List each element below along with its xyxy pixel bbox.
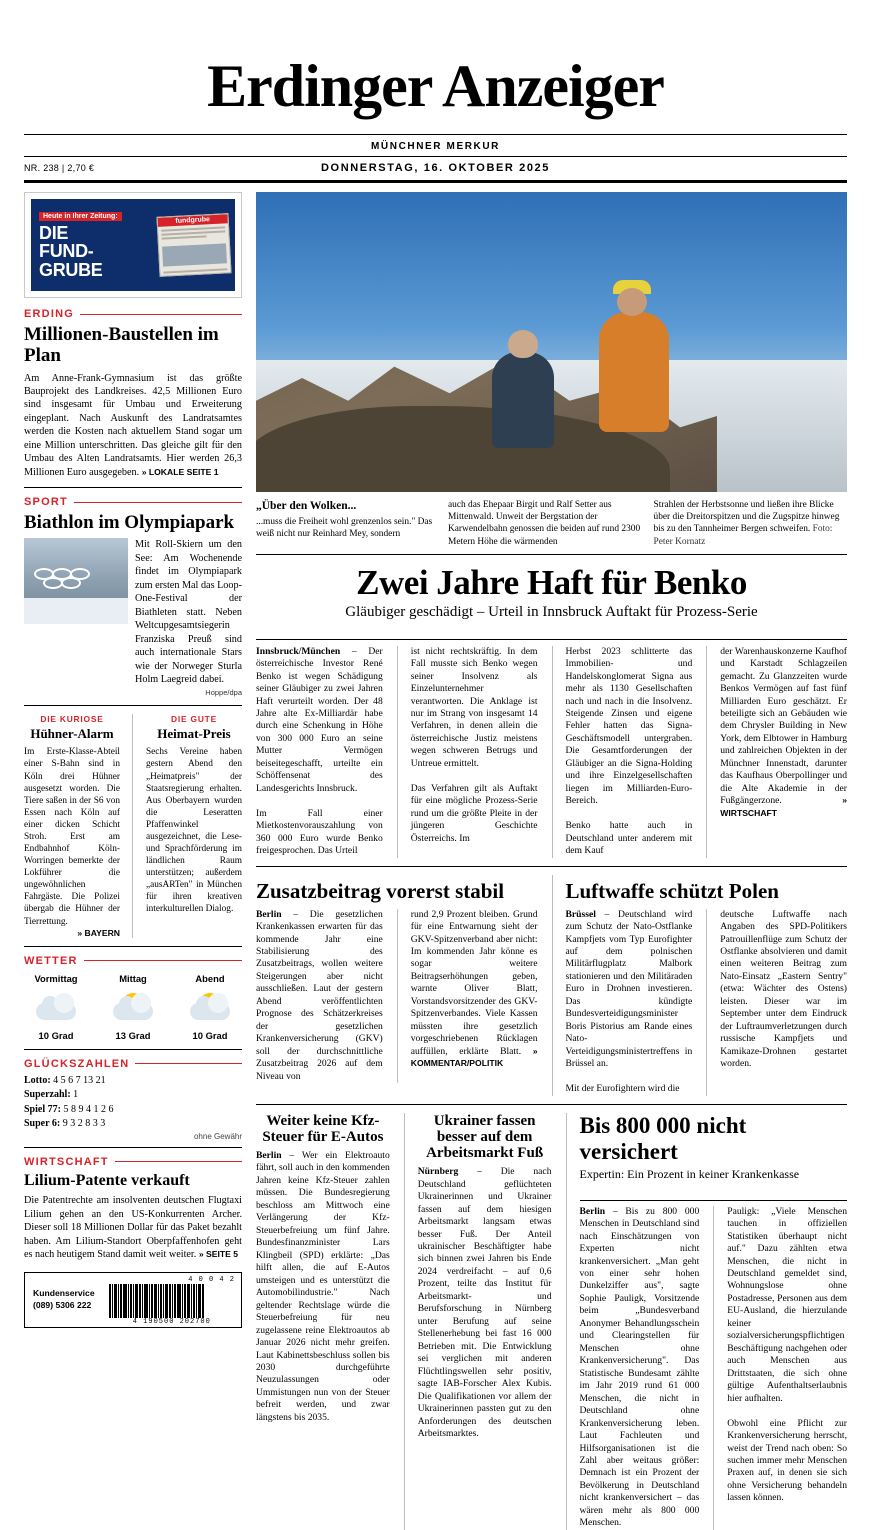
sun-cloud-icon — [178, 987, 242, 1029]
service-phone: (089) 5306 222 — [33, 1299, 92, 1310]
promo-title-2: FUND- — [39, 241, 94, 262]
weather-widget — [24, 973, 242, 1041]
weather-cell-vormittag: Vormittag 10 Grad — [24, 973, 88, 1041]
headline-zusatzbeitrag[interactable]: Zusatzbeitrag vorerst stabil — [256, 878, 505, 903]
lotto-label: Lotto: — [24, 1074, 51, 1086]
versichert-col-2: Pauligk: „Viele Menschen tauchen in offiziellen Statistiken überhaupt nicht auf." Dazu zählten etwa Menschen, die nicht in Deutschland gemeldet sind, Wohnungslose ohne Postadresse, Personen aus dem EU-Ausland, die hierzulande keiner sozialversicherungspflichtigen Beschäftigung nachgehen oder auch Menschen aus Drittstaaten, die sich ohne gültige Aufenthaltserlaubnis hier aufhalten. Obwohl eine Pflicht zur Krankenversicherung herrscht, weist der Trend nach oben: So suchen immer mehr Menschen Praxen auf, in denen sie sich ohne Versicherung behandeln lassen können. — [713, 1206, 847, 1530]
story-zusatzbeitrag — [256, 875, 538, 1096]
zusatzbeitrag-col-2: rund 2,9 Prozent bleiben. Grund für eine Entwarnung sieht der GKV-Spitzenverband aber nicht: Im kommenden Jahr könne es sogar weitere Beitragserhöhungen geben, warnte Oliver Blatt, Vorstandsvorsitzender des GKV-Spitzenverbandes. Viele Kassen müssten ihre gesetzlich vorgeschriebenen Rücklagen auffüllen, erklärte Blatt. » KOMMENTAR/POLITIK — [397, 909, 538, 1084]
superzahl-value: 1 — [73, 1089, 79, 1101]
mini-kurios: DIE KURIOSE Hühner-Alarm Im Erste-Klasse-Abteil einer S-Bahn sind in Köln drei Hühner ausgesetzt worden. Die Tiere saßen in der S6 von Essen nach Köln auf einer dicken Schicht Stroh. Erst am Endbahnhof Köln-Worringen bemerkte der Lokführer die ungewöhnlichen Fahrgäste. Die Polizei übergab die Hühner der Tierrettung. » BAYERN — [24, 714, 120, 938]
newspaper-thumbnail-icon — [156, 213, 231, 277]
story-luftwaffe — [552, 875, 848, 1096]
headline-versichert[interactable]: Bis 800 000 nicht versichert — [579, 1112, 747, 1164]
issue-date: DONNERSTAG, 16. OKTOBER 2025 — [321, 162, 550, 174]
caption-headline: „Über den Wolken... — [256, 500, 357, 512]
sun-cloud-icon — [101, 987, 165, 1029]
mini-columns — [24, 714, 242, 937]
section-wetter[interactable]: WETTER — [24, 955, 242, 967]
story-versichert — [566, 1113, 848, 1530]
masthead — [24, 0, 847, 119]
versichert-col-1: Berlin – Bis zu 800 000 Menschen in Deutschland sind nach Einschätzungen von Experten nicht krankenversichert. „Man geht von einer sehr hohen Dunkelziffer aus", sagte Sophie Pauligk, Vorsitzende beim „Bundesverband Anonymer Behandlungsschein und Clearingstellen für Menschen ohne Krankenversicherung". Das Statistische Bundesamt zählte im Jahr 2019 rund 61 000 Menschen, die nicht in Deutschland ohne Krankenversicherung leben. Laut Fachleuten und Hilfsorganisationen ist die Zahl aber weitaus größer: Demnach ist ein Prozent der Bevölkerung in Deutschland nicht krankenversichert – das wären mehr als 800 000 Menschen. — [579, 1205, 700, 1529]
headline-lilium[interactable]: Lilium-Patente verkauft — [24, 1171, 190, 1189]
person-seated-left — [492, 352, 554, 448]
weather-cell-mittag: Mittag 13 Grad — [101, 973, 165, 1041]
mini-kurios-text: Im Erste-Klasse-Abteil einer S-Bahn sind in Köln drei Hühner ausgesetzt worden. Die Tiere saßen in der S6 von Essen nach Köln auf einer dicken Schicht Stroh. Erst am Endbahnhof Köln-Worringen bemerkte der Lokführer die ungewöhnlichen Fahrgäste. Die Polizei übergab die Hühner der Tierrettung. — [24, 747, 120, 927]
lottery-numbers — [24, 1074, 242, 1141]
main-column — [256, 192, 847, 1530]
bottom-stories — [256, 1113, 847, 1530]
benko-ref[interactable]: » WIRTSCHAFT — [720, 795, 847, 818]
left-column — [24, 192, 242, 1530]
article-benko — [256, 646, 847, 858]
mini-gute: DIE GUTE Heimat-Preis Sechs Vereine haben gestern Abend den „Heimatpreis" der Staatsregierung erhalten. Aus Oberbayern wurden die Leseratten Pfaffenwinkel ausgezeichnet, die Lese- und Sprachförderung im ländlichen Raum unterstützen; außerdem „ausARTen" in München für ihren kreativen interkulturellen Dialog. — [132, 714, 242, 937]
caption-right-text: Strahlen der Herbstsonne und ließen ihre Blicke über die Dreitorspitzen und die Zugspitze hinweg bis zu den Tannheimer Bergen schweifen. — [653, 500, 840, 535]
luftwaffe-col-1: Brüssel – Deutschland wird zum Schutz der Nato-Ostflanke Kampfjets vom Typ Eurofighter auf dem polnischen Militärflugplatz Malbork stationieren und den Militäraden Euro in Drohnen investieren. Das kündigte Bundesverteidigungsminister Boris Pistorius am Rande eines Nato-Verteidigungsministertreffens in Brüssel an. Mit der Eurofightern wird die — [565, 908, 693, 1095]
photo-biathlon — [24, 538, 128, 624]
headline-ukrainer[interactable]: Ukrainer fassen besser auf dem Arbeitsmarkt Fuß — [426, 1112, 544, 1161]
promo-fundgrube[interactable] — [24, 192, 242, 298]
dateline — [24, 157, 847, 180]
luftwaffe-col-2: deutsche Luftwaffe nach Angaben des SPD-Politikers Patrouillenflüge zum Schutz der Ostflanke absolvieren und damit einen weiteren Beitrag zum Nato-Einsatz „Eastern Sentry" (etwa: Wächter des Ostens) leisten. Dieser war im September unter dem Eindruck der Luftraumverletzungen durch russische Kampfjets und Kamikaze-Drohnen gestartet worden. — [706, 909, 847, 1096]
promo-kicker: Heute in Ihrer Zeitung: — [39, 212, 122, 221]
page-title: Erdinger Anzeiger — [207, 53, 664, 119]
photo-credit-hero: Foto: Peter Kornatz — [653, 524, 833, 547]
article-lilium-text: Die Patentrechte am insolventen deutschen Flugtaxi Lilium gehen an den US-Konkurrenten Archer. Dieser soll 18 Millionen Dollar für das Paket bezahlt haben. Am Lilium-Standort Oberpfaffenhofen geht es nach heutigem Stand damit weit weiter. — [24, 1195, 242, 1261]
headline-luftwaffe[interactable]: Luftwaffe schützt Polen — [565, 878, 779, 903]
person-seated-right — [599, 312, 669, 432]
mid-stories — [256, 875, 847, 1096]
subhead-versichert: Expertin: Ein Prozent in keiner Krankenkasse — [579, 1166, 800, 1181]
benko-col-2: ist nicht rechtskräftig. In dem Fall musste sich Benko wegen seiner Insolvenz als Einzelunternehmer verantworten. Die Anklage ist nur im Strang von insgesamt 14 Verfahren, in denen allein die österreichische Justiz meistens wegen schweren Betrugs und Untreue ermittelt. Das Verfahren gilt als Auftakt für eine mögliche Prozess-Serie rund um die größte Pleite in der jüngeren Geschichte Österreichs. Im — [397, 646, 538, 858]
super6-label: Super 6: — [24, 1118, 61, 1130]
section-gluckszahlen[interactable]: GLÜCKSZAHLEN — [24, 1058, 242, 1070]
article-sport-text: Mit Roll-Skiern um den See: Am Wochenende findet im Olympiapark zum ersten Mal das Loop-One-Festival der Biathleten statt. Neben Weltcupgesamtsiegerin Franziska Preuß sind auch internationale Stars wie der Norweger Sturla Holm Laegreid dabei. — [135, 539, 242, 685]
ukrainer-text: Nürnberg – Die nach Deutschland geflüchteten Ukrainerinnen und Ukrainer fassen auf dem hiesigen Arbeitsmarkt langsam etwas besser Fuß. Der Anteil ukrainischer Beschäftigter habe sich binnen zwei Jahren bis Ende 2024 verdreifacht – auf 0,6 Prozent, teilte das Institut für Arbeitsmarkt- und Berufsforschung in Nürnberg unter Berufung auf seine Stellenerhebung bei fast 16 000 Betrieben mit. Die Entwicklung sei verglichen mit anderen Flüchtlingswellen sehr positiv, sagte IAB-Forscher Alex Kubis. Die Qualifikationen vor allem der Ukrainerinnen passten gut zu den Anforderungen des deutschen Arbeitsmarktes. — [417, 1166, 552, 1440]
spiel77-value: 5 8 9 4 1 2 6 — [63, 1103, 114, 1115]
photo-hero-mountain — [256, 192, 847, 492]
headline-main[interactable]: Zwei Jahre Haft für Benko — [356, 562, 747, 602]
super6-value: 9 3 2 8 3 3 — [62, 1118, 106, 1130]
promo-title-3: GRUBE — [39, 259, 103, 280]
photo-caption — [256, 499, 847, 548]
section-erding[interactable]: ERDING — [24, 308, 242, 320]
mini-gute-text: Sechs Vereine haben gestern Abend den „Heimatpreis" der Staatsregierung erhalten. Aus Oberbayern wurden die Leseratten Pfaffenwinkel ausgezeichnet, die Lese- und Sprachförderung im ländlichen Raum unterstützen; außerdem „ausARTen" in München für ihren kreativen interkulturellen Dialog. — [146, 747, 242, 915]
spiel77-label: Spiel 77: — [24, 1103, 61, 1115]
headline-erding[interactable]: Millionen-Baustellen im Plan — [24, 324, 219, 367]
mini-kurios-ref[interactable]: » BAYERN — [77, 927, 120, 938]
issue-number: NR. 238 | 2,70 € — [24, 163, 95, 173]
section-sport[interactable]: SPORT — [24, 496, 242, 508]
story-ukrainer — [404, 1113, 552, 1530]
article-erding-text: Am Anne-Frank-Gymnasium ist das größte Bauprojekt des Landkreises. 42,5 Millionen Euro sind insgesamt für Umbau und Erweiterung eingeplant. Nach Auskunft des Landratsamtes werden die Kosten nach aktuellem Stand sogar um eine Million unterschritten. Das gleiche gilt für den Umbau des Alten Landratsamts. Hier werden 26,3 Millionen Euro ausgegeben. — [24, 372, 242, 478]
story-kfz-steuer — [256, 1113, 390, 1530]
promo-paper-band: fundgrube — [158, 214, 228, 227]
headline-sport[interactable]: Biathlon im Olympiapark — [24, 512, 235, 534]
benko-col-4: der Warenhauskonzerne Kaufhof und Karstadt Schlagzeilen gemacht. Zu Glanzzeiten wurde Benkos Vermögen auf fast fünf Milliarden Euro geschätzt. Er beteiligte sich an Gebäuden wie dem Chrysler Building in New York, dem Elbtower in Hamburg und zahlreichen Objekten in der Münchner Innenstadt, darunter das Kaufhaus Oberpollinger und die Alte Akademie in der Fußgängerzone. » WIRTSCHAFT — [706, 646, 847, 858]
weather-cell-abend: Abend 10 Grad — [178, 973, 242, 1041]
benko-col-3: Herbst 2023 schlitterte das Immobilien- und Handelskonglomerat Signa aus mehr als 1130 Gesellschaften nach und nach in die Insolvenz. Steigende Zinsen und eigene Fehler hatten das Signa-Geschäftsmodell untergraben. Die Gesamtforderungen der Gläubiger an die Signa-Holding und ihre Einzelgesellschaften liegen im Milliarden-Euro-Bereich. Benko hatte auch in Deutschland unter anderem mit dem Kauf — [552, 646, 693, 858]
kfz-text: Berlin – Wer ein Elektroauto fährt, soll auch in den kommenden Jahren keine Kfz-Steuer zahlen müssen. Die Bundesregierung beschloss am Mittwoch eine Verlängerung der Kfz-Steuerbefreiung um fünf Jahre. Bundesfinanzminister Lars Klingbeil (SPD) erklärte: „Das hilft allen, die auf E-Autos umsteigen und es unterstützt die Automobilindustrie." Nach geltender Rechtslage würde die Steuerbefreiung für neu zugelassene reine Elektroautos ab Januar 2026 nicht mehr greifen. Laut Kabinettsbeschluss sollen bis 2030 durchgeführte Neuzulassungen oder Ummistungen nun von der Steuer befreit werden, und zwar längstens bis 2035. — [256, 1150, 390, 1423]
affiliate-label: MÜNCHNER MERKUR — [371, 141, 500, 152]
benko-col-1: Innsbruck/München – Der österreichische Investor René Benko ist wegen Schädigung seiner Gläubiger zu zwei Jahren Haft verurteilt worden. Der 48 Jahre alte Ex-Milliardär habe durch eine Schenkung in Höhe von 300 000 Euro an seine Mutter Vermögen beiseitegeschafft, urteilte ein Schöffensenat des Landesgerichts Innsbruck. Im Fall einer Mietkostenvorauszahlung von 360 000 Euro wurde Benko freigesprochen. Das Urteil — [256, 645, 383, 857]
article-lilium-ref[interactable]: » SEITE 5 — [198, 1249, 239, 1260]
section-wirtschaft[interactable]: WIRTSCHAFT — [24, 1156, 242, 1168]
barcode-number: 4 190500 202700 — [132, 1317, 211, 1326]
zusatzbeitrag-col-1: Berlin – Die gesetzlichen Krankenkassen erwarten für das kommende Jahr eine Stabilisierung des Zusatzbeitrags, wollen weitere Steigerungen aber nicht ausschließen. Laut der gestern Abend veröffentlichten Prognose des Schätzerkreises der gesetzlichen Krankenversicherung (GKV) soll der durchschnittliche Zusatzbeitrag 2026 auf dem Niveau von — [256, 908, 383, 1082]
service-title: Kundenservice — [33, 1288, 95, 1299]
zusatzbeitrag-ref[interactable]: » KOMMENTAR/POLITIK — [410, 1045, 538, 1069]
cloud-icon — [24, 987, 88, 1029]
lotto-value: 4 5 6 7 13 21 — [53, 1074, 106, 1086]
subhead-main: Gläubiger geschädigt – Urteil in Innsbruck Auftakt für Prozess-Serie — [345, 603, 758, 620]
article-lilium — [24, 1194, 242, 1261]
superzahl-label: Superzahl: — [24, 1089, 71, 1101]
lottery-disclaimer: ohne Gewähr — [193, 1131, 242, 1141]
caption-lead-text: ...muss die Freiheit wohl grenzenlos sein." Das weiß nicht nur Reinhard Mey, sondern — [256, 516, 433, 540]
barcode-top-number: 4 0 0 4 2 — [188, 1275, 235, 1284]
article-erding — [24, 372, 242, 480]
caption-mid-text: auch das Ehepaar Birgit und Ralf Setter aus Mittenwald. Unweit der Bergstation der Karwendelbahn genossen die beiden auf rund 2300 Metern Höhe die wärmenden — [448, 500, 641, 547]
headline-kfz[interactable]: Weiter keine Kfz-Steuer für E-Autos — [262, 1112, 384, 1145]
photo-credit-sport: Hoppe/dpa — [205, 688, 242, 698]
promo-title-1: DIE — [39, 223, 69, 243]
article-erding-ref[interactable]: » LOKALE SEITE 1 — [141, 466, 219, 477]
